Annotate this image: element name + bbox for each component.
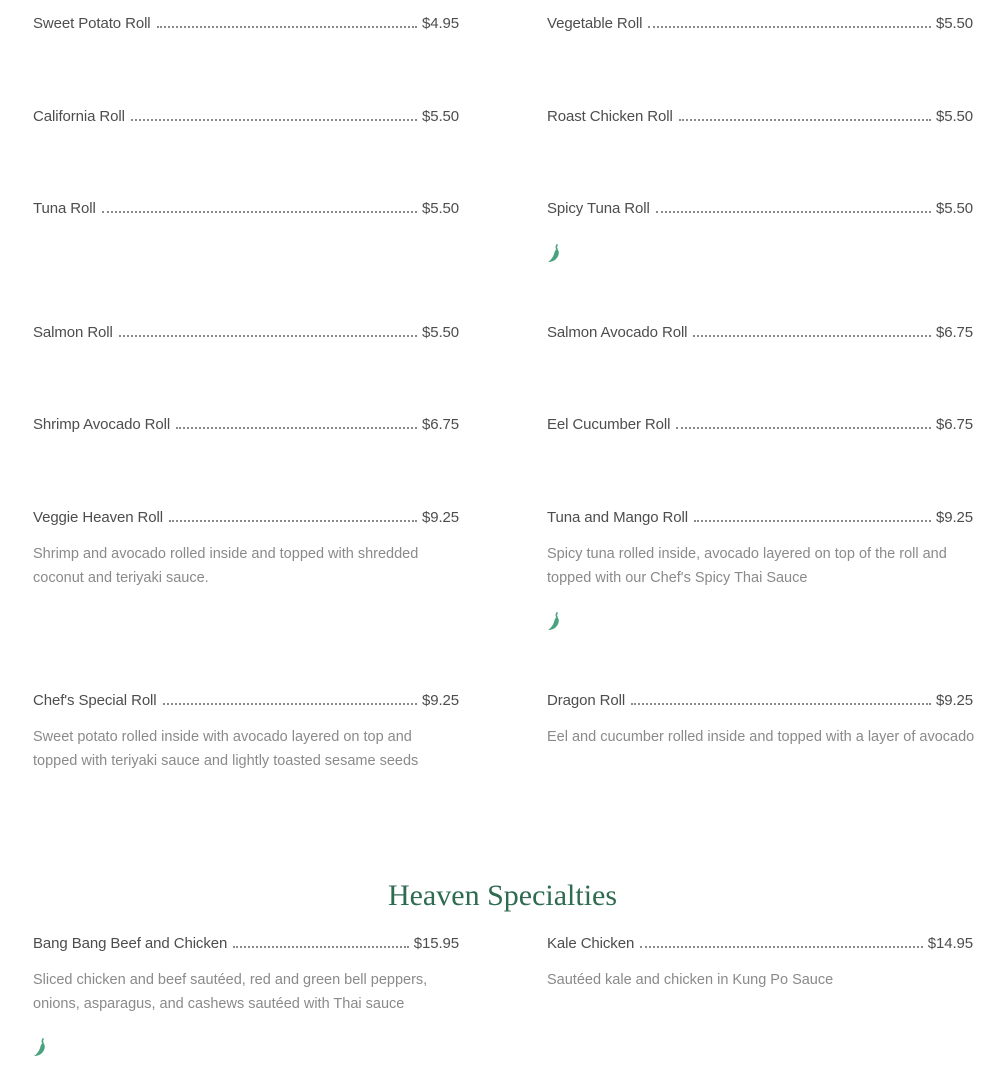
menu-item-name: Eel Cucumber Roll xyxy=(547,416,671,433)
menu-item-name: Tuna and Mango Roll xyxy=(547,509,688,526)
dot-leader xyxy=(679,119,931,121)
menu-item-price: $5.50 xyxy=(421,324,459,341)
dot-leader xyxy=(693,335,931,337)
menu-item-line xyxy=(33,199,459,219)
menu-item xyxy=(33,415,459,435)
menu-item-price: $6.75 xyxy=(421,416,459,433)
menu-item-price: $9.25 xyxy=(421,509,459,526)
dot-leader xyxy=(694,520,931,522)
dot-leader xyxy=(157,26,417,28)
menu-item-price: $9.25 xyxy=(935,692,973,709)
dot-leader xyxy=(676,427,931,429)
menu-item xyxy=(33,508,459,590)
menu-item-line xyxy=(547,107,973,127)
dot-leader xyxy=(169,520,417,522)
menu-item-description: Sliced chicken and beef sautéed, red and green bell peppers, onions, asparagus, and cashews sautéed with Thai sauce xyxy=(33,972,428,1012)
menu-item-price: $5.50 xyxy=(421,200,459,217)
menu-item-price: $14.95 xyxy=(927,935,973,952)
menu-item-description: Sautéed kale and chicken in Kung Po Sauce xyxy=(547,972,834,988)
chili-pepper-icon xyxy=(32,1038,48,1058)
menu-item-line xyxy=(547,934,973,954)
menu-item-name: Kale Chicken xyxy=(547,935,635,952)
menu-item-name: Salmon Avocado Roll xyxy=(547,324,688,341)
dot-leader xyxy=(163,703,417,705)
menu-item-line xyxy=(547,691,973,711)
menu-item xyxy=(33,934,459,1016)
dot-leader xyxy=(640,946,923,948)
menu-item-price: $9.25 xyxy=(421,692,459,709)
menu-item-line xyxy=(547,323,973,343)
menu-item-price: $5.50 xyxy=(421,108,459,125)
menu-item-price: $5.50 xyxy=(935,108,973,125)
menu-item-description: Eel and cucumber rolled inside and topped with a layer of avocado xyxy=(547,729,975,745)
menu-item xyxy=(33,107,459,127)
menu-item-name: Tuna Roll xyxy=(33,200,96,217)
menu-item-line xyxy=(33,14,459,34)
menu-item xyxy=(33,691,459,773)
menu-item-name: Spicy Tuna Roll xyxy=(547,200,650,217)
menu-item-line xyxy=(33,107,459,127)
menu-item-price: $6.75 xyxy=(935,416,973,433)
menu-item-line xyxy=(547,199,973,219)
menu-item xyxy=(547,934,973,992)
menu-item-name: Chef's Special Roll xyxy=(33,692,157,709)
menu-item xyxy=(547,323,973,343)
menu-item-description: Shrimp and avocado rolled inside and topped with shredded coconut and teriyaki sauce. xyxy=(33,546,419,586)
menu-item-price: $15.95 xyxy=(413,935,459,952)
menu-item xyxy=(547,415,973,435)
dot-leader xyxy=(233,946,409,948)
dot-leader xyxy=(131,119,417,121)
menu-item-description: Sweet potato rolled inside with avocado layered on top and topped with teriyaki sauce and lightly toasted sesame seeds xyxy=(33,729,419,769)
menu-item-price: $9.25 xyxy=(935,509,973,526)
menu-item-name: Roast Chicken Roll xyxy=(547,108,673,125)
menu-item xyxy=(547,107,973,127)
section-title: Heaven Specialties xyxy=(387,879,618,912)
menu-item xyxy=(33,323,459,343)
menu-item-line xyxy=(33,934,459,954)
menu-item xyxy=(547,508,973,590)
menu-item-line xyxy=(547,14,973,34)
dot-leader xyxy=(119,335,417,337)
menu-item-name: California Roll xyxy=(33,108,125,125)
menu-item xyxy=(547,691,973,749)
menu-item-line xyxy=(33,508,459,528)
dot-leader xyxy=(176,427,417,429)
menu-item-price: $6.75 xyxy=(935,324,973,341)
menu-item-line xyxy=(33,691,459,711)
menu-item xyxy=(547,14,973,34)
chili-pepper-icon xyxy=(546,244,562,264)
menu-item-price: $5.50 xyxy=(935,200,973,217)
menu-item-line xyxy=(33,415,459,435)
dot-leader xyxy=(648,26,931,28)
chili-pepper-icon xyxy=(546,612,562,632)
menu-item-name: Bang Bang Beef and Chicken xyxy=(33,935,228,952)
menu-item-line xyxy=(33,323,459,343)
menu-item xyxy=(33,14,459,34)
menu-item-name: Veggie Heaven Roll xyxy=(33,509,163,526)
menu-item-description: Spicy tuna rolled inside, avocado layered on top of the roll and topped with our Chef's Spicy Thai Sauce xyxy=(547,546,947,586)
dot-leader xyxy=(656,211,931,213)
menu-item-name: Salmon Roll xyxy=(33,324,113,341)
menu-item-name: Dragon Roll xyxy=(547,692,626,709)
menu-item xyxy=(547,199,973,219)
menu-item-price: $4.95 xyxy=(421,15,459,32)
dot-leader xyxy=(102,211,417,213)
menu-item-name: Sweet Potato Roll xyxy=(33,15,151,32)
menu-item-line xyxy=(547,415,973,435)
dot-leader xyxy=(631,703,931,705)
menu-item-line xyxy=(547,508,973,528)
menu-item-name: Shrimp Avocado Roll xyxy=(33,416,171,433)
menu-item-name: Vegetable Roll xyxy=(547,15,643,32)
menu-item-price: $5.50 xyxy=(935,15,973,32)
menu-item xyxy=(33,199,459,219)
